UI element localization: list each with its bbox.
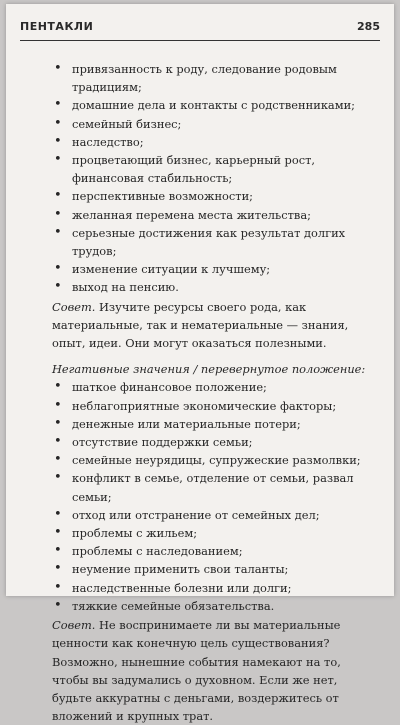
list-item: • денежные или материальные потери; bbox=[52, 415, 378, 433]
list-item: • процветающий бизнес, карьерный рост, финансовая стабильность; bbox=[52, 151, 378, 187]
list-item: • привязанность к роду, следование родовым традициям; bbox=[52, 60, 378, 96]
list-item: • выход на пенсию. bbox=[52, 278, 378, 296]
advice-text: Изучите ресурсы своего рода, как материальные, так и нематериальные — знания, опыт, идеи. Они могут оказаться полезными. bbox=[52, 299, 349, 351]
page-body bbox=[52, 60, 378, 725]
list-item: • домашние дела и контакты с родственниками; bbox=[52, 96, 378, 114]
list-item: • перспективные возможности; bbox=[52, 187, 378, 205]
list-item: • отсутствие поддержки семьи; bbox=[52, 433, 378, 451]
positive-meanings-list bbox=[52, 60, 378, 297]
list-item: • проблемы с наследованием; bbox=[52, 542, 378, 560]
advice-label: Совет. bbox=[52, 299, 96, 314]
list-item: • неумение применить свои таланты; bbox=[52, 560, 378, 578]
list-item: • семейные неурядицы, супружеские размолвки; bbox=[52, 451, 378, 469]
book-page bbox=[6, 4, 394, 724]
advice-paragraph-1 bbox=[52, 298, 378, 353]
list-item: • желанная перемена места жительства; bbox=[52, 206, 378, 224]
negative-meanings-list bbox=[52, 378, 378, 615]
list-item: • наследство; bbox=[52, 133, 378, 151]
advice-text: Не воспринимаете ли вы материальные ценности как конечную цель существования? Возможно, нынешние события намекают на то, чтобы вы задумались о духовном. Если же нет, будьте аккуратны с деньгами, воздержитесь от вложений и крупных трат. bbox=[52, 618, 341, 724]
list-item: • изменение ситуации к лучшему; bbox=[52, 260, 378, 278]
page-number: 285 bbox=[357, 20, 380, 33]
chapter-title: ПЕНТАКЛИ bbox=[20, 20, 94, 33]
list-item: • серьезные достижения как результат долгих трудов; bbox=[52, 224, 378, 260]
list-item: • тяжкие семейные обязательства. bbox=[52, 597, 378, 615]
list-item: • шаткое финансовое положение; bbox=[52, 378, 378, 396]
running-header bbox=[20, 18, 380, 41]
list-item: • проблемы с жильем; bbox=[52, 524, 378, 542]
advice-label: Совет. bbox=[52, 618, 96, 633]
advice-paragraph-2 bbox=[52, 616, 378, 725]
list-item: • отход или отстранение от семейных дел; bbox=[52, 506, 378, 524]
list-item: • неблагоприятные экономические факторы; bbox=[52, 397, 378, 415]
list-item: • конфликт в семье, отделение от семьи, развал семьи; bbox=[52, 469, 378, 505]
negative-meanings-heading: Негативные значения / перевернутое положение: bbox=[52, 362, 366, 377]
list-item: • семейный бизнес; bbox=[52, 115, 378, 133]
list-item: • наследственные болезни или долги; bbox=[52, 579, 378, 597]
